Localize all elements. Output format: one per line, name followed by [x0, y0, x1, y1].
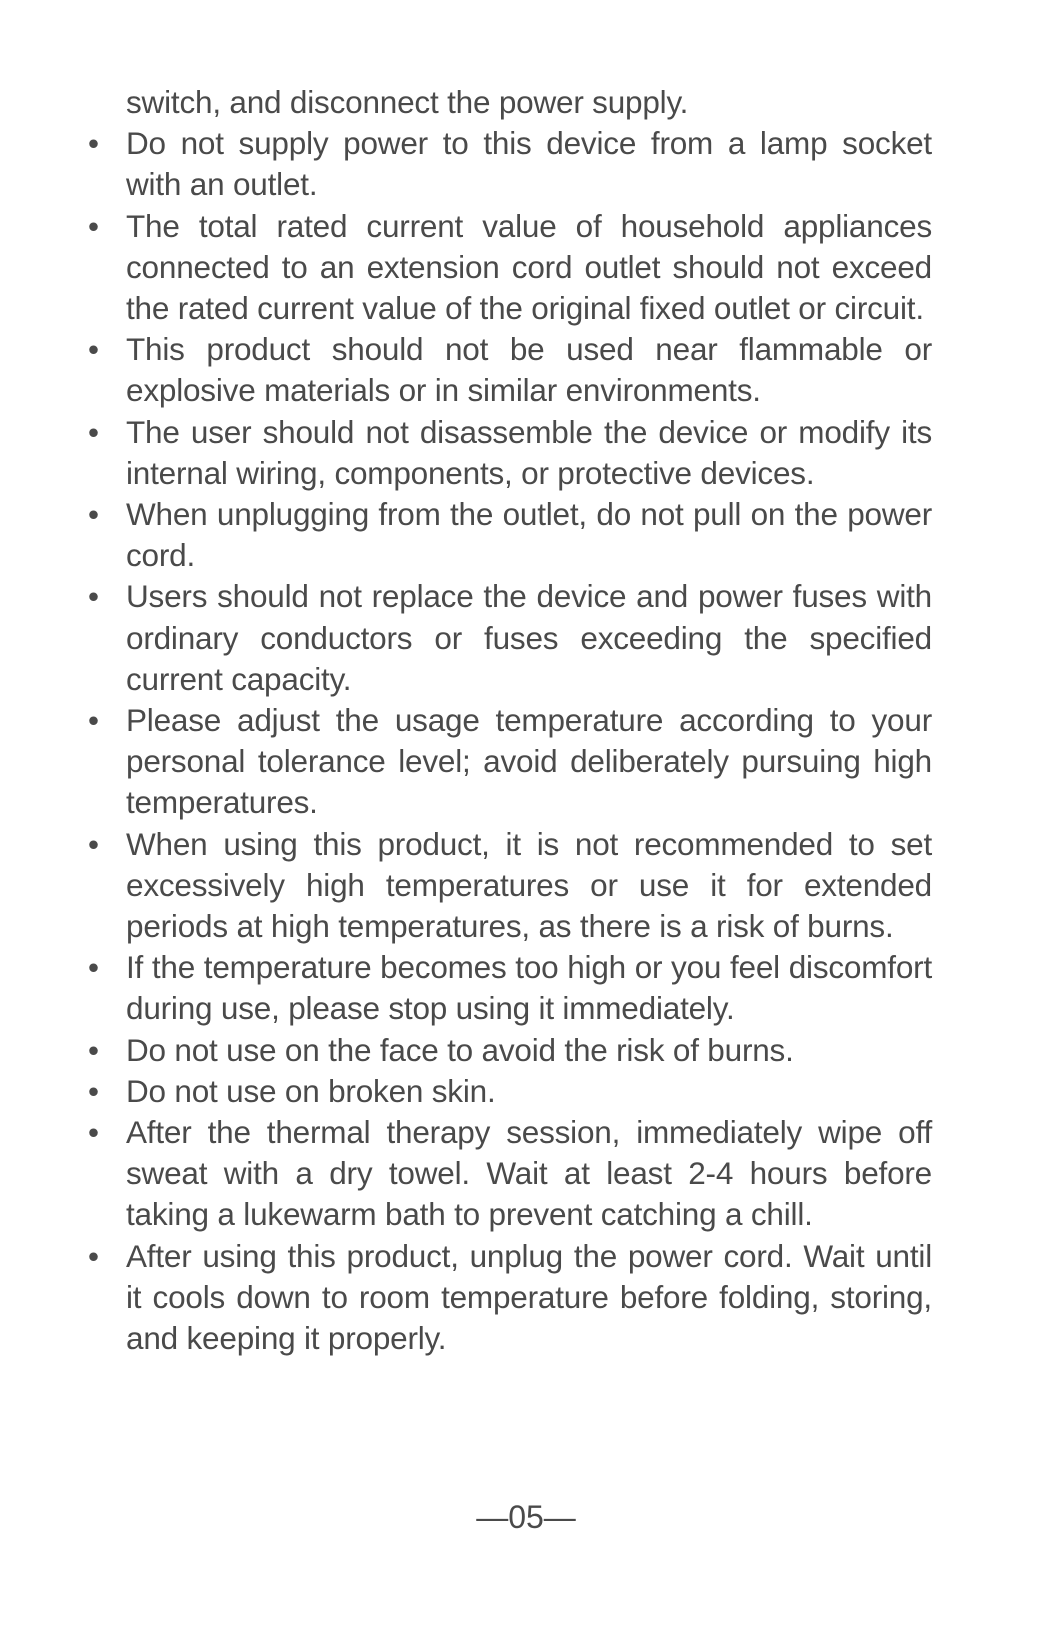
bullet-icon: • — [88, 207, 99, 244]
list-item — [86, 329, 932, 411]
bullet-icon: • — [88, 578, 99, 615]
list-item-text: Do not use on the face to avoid the risk of burns. — [126, 1031, 794, 1068]
bullet-icon: • — [88, 331, 99, 368]
bullet-icon: • — [88, 1031, 99, 1068]
list-item — [86, 206, 932, 330]
safety-instructions — [86, 82, 932, 1359]
list-item — [86, 1236, 932, 1360]
continuation-text: switch, and disconnect the power supply. — [126, 84, 689, 120]
list-item-text: The total rated current value of household appliances connected to an extension cord outlet should not exceed the rated current value of the original fixed outlet or circuit. — [126, 207, 932, 327]
list-item — [86, 700, 932, 824]
bullet-icon: • — [88, 1114, 99, 1151]
list-item-text: This product should not be used near flammable or explosive materials or in similar environments. — [126, 331, 932, 409]
bullet-icon: • — [88, 702, 99, 739]
list-item — [86, 947, 932, 1029]
list-item-text: Please adjust the usage temperature according to your personal tolerance level; avoid deliberately pursuing high temperatures. — [126, 702, 932, 821]
bullet-icon: • — [88, 1072, 99, 1109]
list-item-text: After the thermal therapy session, immediately wipe off sweat with a dry towel. Wait at least 2-4 hours before taking a lukewarm bath to prevent catching a chill. — [126, 1114, 932, 1233]
list-item-text: After using this product, unplug the power cord. Wait until it cools down to room temperature before folding, storing, and keeping it properly. — [126, 1237, 932, 1357]
list-item-text: Do not use on broken skin. — [126, 1072, 496, 1109]
list-item — [86, 412, 932, 494]
list-item — [86, 1030, 932, 1071]
list-item — [86, 1112, 932, 1236]
bullet-icon: • — [88, 825, 99, 862]
list-item-text: Do not supply power to this device from a lamp socket with an outlet. — [126, 125, 932, 203]
bullet-icon: • — [88, 413, 99, 450]
list-item — [86, 1071, 932, 1112]
list-item-text: When using this product, it is not recommended to set excessively high temperatures or use it for extended periods at high temperatures, as there is a risk of burns. — [126, 825, 932, 945]
bullet-icon: • — [88, 125, 99, 162]
bullet-list — [86, 123, 932, 1359]
bullet-icon: • — [88, 1237, 99, 1274]
bullet-icon: • — [88, 496, 99, 533]
bullet-icon: • — [88, 949, 99, 986]
list-item — [86, 494, 932, 576]
list-item-text: When unplugging from the outlet, do not pull on the power cord. — [126, 496, 932, 574]
list-item-text: The user should not disassemble the device or modify its internal wiring, components, or protective devices. — [126, 413, 932, 491]
list-item-text: If the temperature becomes too high or you feel discomfort during use, please stop using it immediately. — [126, 949, 932, 1027]
list-item — [86, 123, 932, 205]
list-item — [86, 824, 932, 948]
list-item-text: Users should not replace the device and power fuses with ordinary conductors or fuses exceeding the specified current capacity. — [126, 578, 932, 697]
page-number: —05— — [476, 1499, 576, 1535]
list-item — [86, 576, 932, 700]
